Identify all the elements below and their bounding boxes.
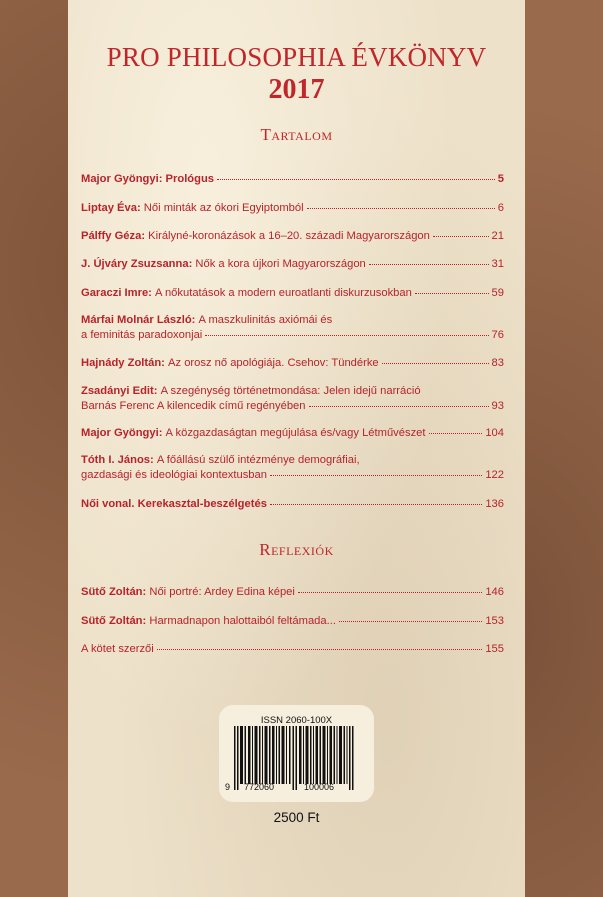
toc-entry xyxy=(81,285,504,300)
toc-author: Pálffy Géza: xyxy=(81,230,146,242)
toc-author: Márfai Molnár László: xyxy=(81,314,196,326)
toc-leader xyxy=(298,582,482,593)
toc-title: Harmadnapon halottaiból feltámada... xyxy=(149,615,336,627)
toc-entry xyxy=(81,613,504,628)
toc-entry xyxy=(81,496,504,511)
toc-title: Női portré: Ardey Edina képei xyxy=(149,586,295,598)
toc-title: A közgazdaságtan megújulása és/vagy Létművészet xyxy=(165,427,426,439)
toc-leader xyxy=(415,283,489,294)
toc-author: Garaczi Imre: xyxy=(81,287,152,299)
toc-leader xyxy=(339,611,482,622)
barcode-digits-right: 100006 xyxy=(304,782,335,792)
toc-author: Sütő Zoltán: xyxy=(81,615,147,627)
toc-page: 93 xyxy=(491,400,504,412)
toc-title: A kötet szerzői xyxy=(81,643,154,655)
toc-author: Zsadányi Edit: xyxy=(81,385,158,397)
toc-leader xyxy=(270,465,482,476)
toc-entry xyxy=(81,425,504,440)
journal-year: 2017 xyxy=(268,74,325,105)
toc-title: A nőkutatások a modern euroatlanti diskurzusokban xyxy=(155,287,412,299)
toc-title: Királyné-koronázások a 16–20. századi Magyarországon xyxy=(148,230,430,242)
toc-entry xyxy=(81,641,504,656)
toc-leader xyxy=(205,325,488,336)
toc-page: 83 xyxy=(491,357,504,369)
toc-title: A maszkulinitás axiómái és xyxy=(198,314,333,326)
toc-title-continued: gazdasági és ideológiai kontextusban xyxy=(81,469,267,481)
toc-page: 136 xyxy=(485,498,504,510)
toc-leader xyxy=(382,353,489,364)
toc-leader xyxy=(309,396,489,407)
toc-title: Női vonal. Kerekasztal-beszélgetés xyxy=(81,498,267,510)
toc-page: 59 xyxy=(491,287,504,299)
toc-page: 155 xyxy=(485,643,504,655)
toc-page: 146 xyxy=(485,586,504,598)
toc-page: 6 xyxy=(497,202,504,214)
contents-heading: Tartalom xyxy=(260,125,333,144)
toc-title: Prológus xyxy=(165,173,215,185)
toc-author: Hajnády Zoltán: xyxy=(81,357,165,369)
toc-author: Liptay Éva: xyxy=(81,202,141,214)
toc-title: Az orosz nő apológiája. Csehov: Tündérke xyxy=(168,357,379,369)
toc-leader xyxy=(429,423,483,434)
toc-entry xyxy=(81,584,504,599)
toc-title: Női minták az ókori Egyiptomból xyxy=(143,202,304,214)
toc-entry xyxy=(81,355,504,370)
back-cover-panel xyxy=(68,0,525,897)
toc-entry xyxy=(81,384,504,413)
toc-leader xyxy=(270,494,482,505)
toc-title: A szegénység történetmondása: Jelen idejű narráció xyxy=(160,385,421,397)
toc-title: A főállású szülő intézménye demográfiai, xyxy=(156,454,360,466)
barcode-digits-left: 772060 xyxy=(244,782,275,792)
toc-page: 104 xyxy=(485,427,504,439)
toc-leader xyxy=(369,254,489,265)
toc-entry xyxy=(81,453,504,482)
toc-title: Nők a kora újkori Magyarországon xyxy=(195,258,366,270)
toc-page: 5 xyxy=(497,173,504,185)
toc-entry xyxy=(81,256,504,271)
toc-entry xyxy=(81,313,504,342)
toc-page: 122 xyxy=(485,469,504,481)
toc-leader xyxy=(307,198,495,209)
journal-title: PRO PHILOSOPHIA ÉVKÖNYV xyxy=(106,42,487,72)
toc-entry xyxy=(81,171,504,186)
toc-author: Tóth I. János: xyxy=(81,454,154,466)
toc-leader xyxy=(433,226,489,237)
reflexiok-heading: Reflexiók xyxy=(259,540,334,559)
toc-entry xyxy=(81,228,504,243)
toc-author: J. Újváry Zsuzsanna: xyxy=(81,258,193,270)
toc-author: Major Gyöngyi: xyxy=(81,427,163,439)
toc-author: Sütő Zoltán: xyxy=(81,586,147,598)
toc-page: 76 xyxy=(491,329,504,341)
toc-entry xyxy=(81,200,504,215)
toc-page: 21 xyxy=(491,230,504,242)
issn-number: ISSN 2060-100X xyxy=(260,715,333,726)
toc-leader xyxy=(157,639,483,650)
barcode-label xyxy=(219,705,374,802)
toc-leader xyxy=(217,169,495,180)
toc-page: 31 xyxy=(491,258,504,270)
toc-title-continued: a feminitás paradoxonjai xyxy=(81,329,203,341)
barcode-digit-first: 9 xyxy=(225,782,231,792)
toc-title-continued: Barnás Ferenc A kilencedik című regényében xyxy=(81,400,306,412)
toc-page: 153 xyxy=(485,615,504,627)
toc-author: Major Gyöngyi: xyxy=(81,173,163,185)
price: 2500 Ft xyxy=(273,810,320,825)
